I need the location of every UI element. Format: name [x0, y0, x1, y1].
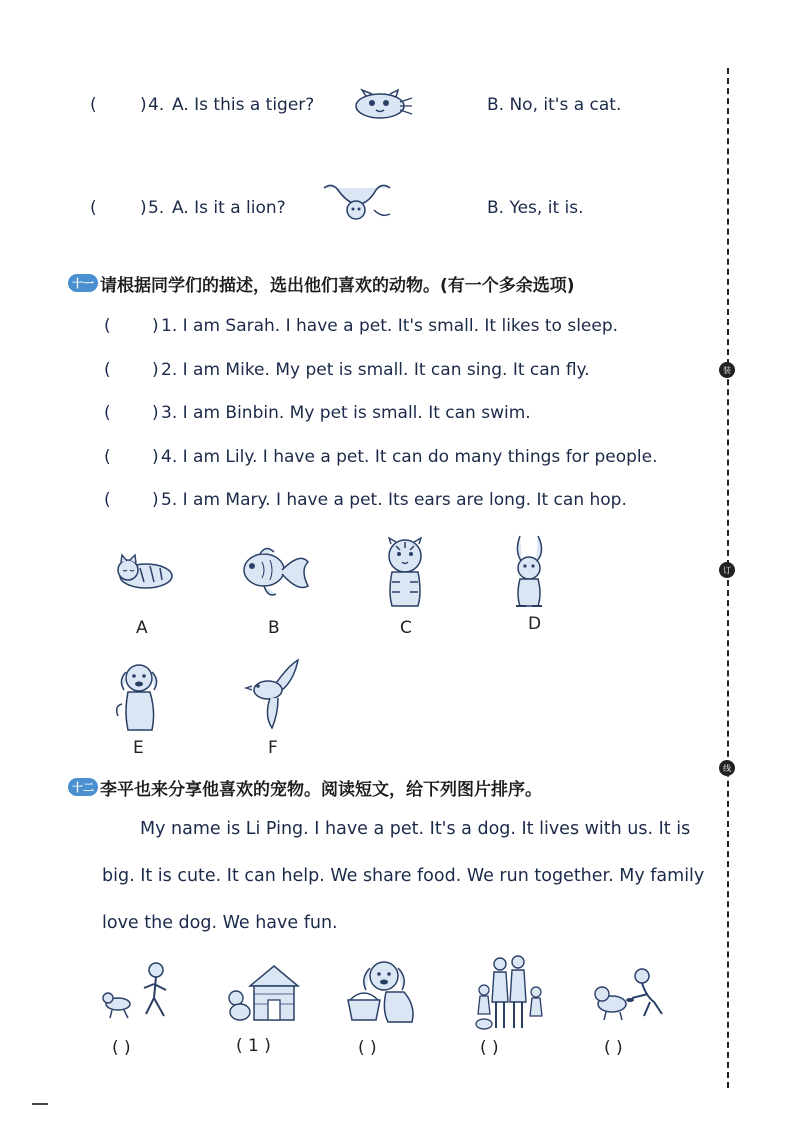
- order-answer-box[interactable]: ( 1 ): [236, 1036, 271, 1056]
- option-label: F: [268, 738, 278, 758]
- answer-text: B. No, it's a cat.: [487, 95, 622, 115]
- order-answer-box[interactable]: ( ): [112, 1038, 131, 1058]
- answer-paren-open[interactable]: (: [104, 447, 111, 467]
- rabbit-icon: [500, 532, 558, 610]
- section-badge: 十二: [68, 778, 98, 796]
- question-number: 5.: [148, 198, 165, 218]
- bird-icon: [244, 656, 302, 730]
- statement-text: 3. I am Binbin. My pet is small. It can swim.: [161, 403, 531, 423]
- answer-paren-open[interactable]: (: [104, 360, 111, 380]
- answer-paren-close: ): [140, 95, 147, 115]
- answer-text: B. Yes, it is.: [487, 198, 584, 218]
- order-answer-box[interactable]: ( ): [480, 1038, 499, 1058]
- answer-paren-open[interactable]: (: [104, 316, 111, 336]
- family-with-dog-icon: [470, 952, 546, 1032]
- answer-paren-close: ): [152, 403, 159, 423]
- binding-dashed-line: [727, 68, 729, 1088]
- section-badge: 十一: [68, 274, 98, 292]
- statement-text: 1. I am Sarah. I have a pet. It's small. It likes to sleep.: [161, 316, 619, 336]
- option-label: D: [528, 614, 542, 634]
- order-answer-box[interactable]: ( ): [604, 1038, 623, 1058]
- answer-paren-open[interactable]: (: [90, 198, 97, 218]
- question-number: 4.: [148, 95, 165, 115]
- answer-paren-close: ): [152, 316, 159, 336]
- answer-paren-close: ): [152, 360, 159, 380]
- statement-text: 2. I am Mike. My pet is small. It can sing. It can fly.: [161, 360, 590, 380]
- cat-face-icon: [350, 88, 414, 122]
- reading-passage: My name is Li Ping. I have a pet. It's a dog. It lives with us. It is big. It is cute. It can help. We share food. We run together. My family love the dog. We have fun.: [102, 819, 705, 933]
- answer-paren-close: ): [152, 447, 159, 467]
- goldfish-icon: [236, 542, 312, 606]
- section-title: 请根据同学们的描述，选出他们喜欢的动物。(有一个多余选项): [100, 276, 575, 296]
- answer-paren-close: ): [140, 198, 147, 218]
- option-label: B: [268, 618, 280, 638]
- statement-text: 5. I am Mary. I have a pet. Its ears are long. It can hop.: [161, 490, 627, 510]
- binding-hole: 订: [719, 562, 735, 578]
- answer-paren-close: ): [152, 490, 159, 510]
- page-corner-mark: [32, 1103, 48, 1105]
- tiger-icon: [376, 536, 434, 610]
- sleeping-dog-icon: [318, 180, 394, 224]
- dog-with-basket-icon: [346, 956, 420, 1026]
- statement-text: 4. I am Lily. I have a pet. It can do many things for people.: [161, 447, 658, 467]
- option-label: A: [136, 618, 148, 638]
- question-text: A. Is it a lion?: [172, 198, 286, 218]
- option-label: C: [400, 618, 412, 638]
- binding-hole: 线: [719, 760, 735, 776]
- option-label: E: [133, 738, 144, 758]
- answer-paren-open[interactable]: (: [90, 95, 97, 115]
- order-answer-box[interactable]: ( ): [358, 1038, 377, 1058]
- question-text: A. Is this a tiger?: [172, 95, 315, 115]
- answer-paren-open[interactable]: (: [104, 490, 111, 510]
- dog-icon: [112, 660, 166, 732]
- sleeping-cat-icon: [112, 552, 176, 592]
- binding-hole: 装: [719, 362, 735, 378]
- section-title: 李平也来分享他喜欢的宠物。阅读短文，给下列图片排序。: [100, 780, 542, 800]
- answer-paren-open[interactable]: (: [104, 403, 111, 423]
- dog-and-house-icon: [222, 962, 302, 1026]
- boy-feeding-dog-icon: [592, 966, 668, 1022]
- boy-running-with-dog-icon: [100, 958, 182, 1024]
